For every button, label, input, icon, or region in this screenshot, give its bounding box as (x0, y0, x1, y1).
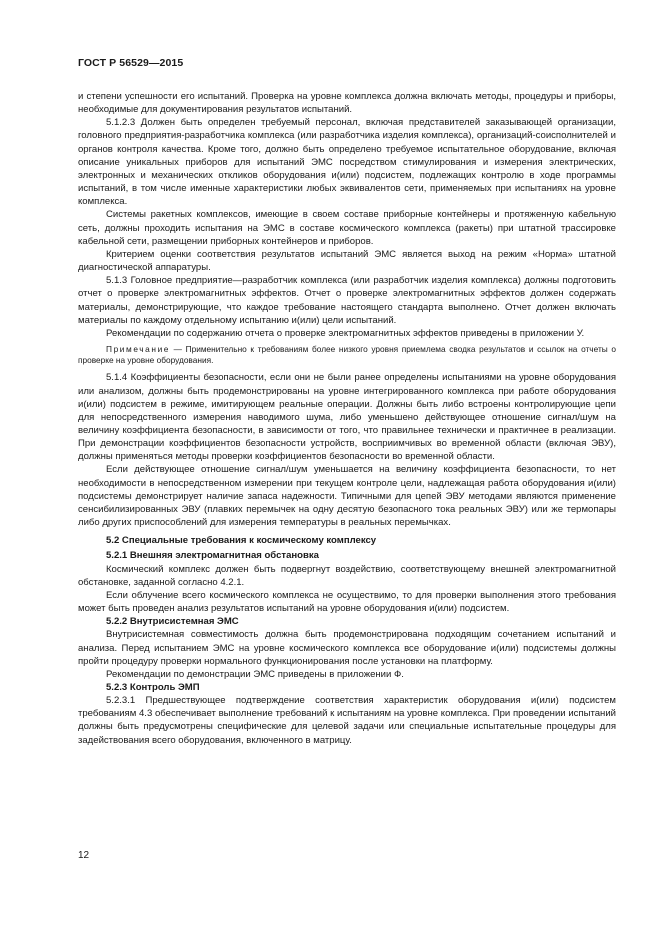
paragraph: Системы ракетных комплексов, имеющие в своем составе приборные контейнеры и протяженную кабельную сеть, должны проходить испытания на ЭМС в составе космического комплекса (ракеты) при штатной трассировке кабельной сети, размещении приборных контейнеров и приборов. (78, 209, 616, 247)
note-text: — Применительно к требованиям более низкого уровня приемлема сводка результатов и ссылок на отчеты о проверке на уровне оборудования. (78, 343, 616, 366)
paragraph: и степени успешности его испытаний. Проверка на уровне комплекса должна включать методы, процедуры и приборы, необходимые для документирования результатов испытаний. (78, 91, 616, 116)
section-heading: 5.2 Специальные требования к космическому комплексу (106, 535, 377, 547)
paragraph: 5.1.3 Головное предприятие—разработчик комплекса (или разработчик изделия комплекса) должны подготовить отчет о проверке электромагнитных эффектов. Отчет о проверке электромагнитных эффектов должен содержать материалы, демонстрирующие, что каждое требование настоящего стандарта выполнено. Отчет должен включать материалы по каждому отдельному испытанию и(или) цели испытаний. (78, 275, 616, 326)
note (78, 344, 616, 366)
note-label: Примечание (106, 343, 171, 354)
paragraph: 5.1.2.3 Должен быть определен требуемый персонал, включая представителей заказывающей организации, головного предприятия-разработчика комплекса (или разработчика изделия комплекса), организаций-соисполнителей и органов контроля качества. Кроме того, должно быть определено требуемое испытательное оборудование, включая описание уникальных приборов для испытаний ЭМС посредством стимулирования и измерения электрических, электронных и механических откликов оборудования и(или) подсистем, подлежащих контролю в ходе программы испытаний, в том числе именные характеристики любых эквивалентов сети, применяемых при испытаниях на уровне комплекса. (78, 117, 616, 208)
subsection-heading: 5.2.2 Внутрисистемная ЭМС (106, 616, 239, 628)
paragraph: 5.1.4 Коэффициенты безопасности, если они не были ранее определены испытаниями на уровне оборудования или анализом, должны быть продемонстрированы на уровне интегрированного комплекса при работе оборудования и(или) подсистем в режиме, имитирующем реальные операции. Должны быть либо встроены контролирующие цепи для непосредственного измерения наводимого шума, либо уменьшено действующее отношение сигнал/шум на величину коэффициента безопасности, в зависимости от того, что правильнее технически и практичнее в реализации. При демонстрации коэффициентов безопасности устройств, восприимчивых во временной области (включая ЭВУ), должны применяться методы проверки коэффициентов безопасности во временной области. (78, 372, 616, 463)
paragraph: Если действующее отношение сигнал/шум уменьшается на величину коэффициента безопасности, то нет необходимости в непосредственном измерении при текущем контроле цели, надлежащая работа оборудования и(или) подсистемы демонстрирует наличие запаса надежности. Типичными для цепей ЭВУ методами являются применение сенсибилизированных ЭВУ (плавких перемычек на одну десятую безопасного тока реальных ЭВУ) или же термопары либо других приспособлений для измерения температуры в реальных перемычках. (78, 464, 616, 529)
paragraph: Внутрисистемная совместимость должна быть продемонстрирована подходящим сочетанием испытаний и анализа. Перед испытанием ЭМС на уровне космического комплекса все оборудование и(или) подсистемы должны пройти процедуру проверки нормального функционирования после установки на платформу. (78, 629, 616, 667)
paragraph: Космический комплекс должен быть подвергнут воздействию, соответствующему внешней электромагнитной обстановке, заданной согласно 4.2.1. (78, 563, 616, 588)
paragraph: Если облучение всего космического комплекса не осуществимо, то для проверки выполнения этого требования может быть проведен анализ результатов испытаний на уровне оборудования и(или) подсистем. (78, 589, 616, 615)
paragraph: Рекомендации по демонстрации ЭМС приведены в приложении Ф. (106, 668, 404, 680)
subsection-heading: 5.2.3 Контроль ЭМП (106, 681, 200, 693)
paragraph: Критерием оценки соответствия результатов испытаний ЭМС является выход на режим «Норма» штатной диагностической аппаратуры. (78, 248, 616, 274)
paragraph: 5.2.3.1 Предшествующее подтверждение соответствия характеристик оборудования и(или) подсистем требованиям 4.3 обеспечивает выполнение требований к испытаниям на уровне комплекса. При проведении испытаний должны быть предусмотрены специфические для целевой задачи или специальные испытательные процедуры для задействования всего оборудования, включенного в матрицу. (78, 695, 616, 746)
standard-designation: ГОСТ Р 56529—2015 (78, 57, 184, 69)
page-number: 12 (78, 850, 90, 861)
subsection-heading: 5.2.1 Внешняя электромагнитная обстановка (106, 550, 319, 562)
body-text (78, 90, 616, 747)
paragraph: Рекомендации по содержанию отчета о проверке электромагнитных эффектов приведены в приложении У. (106, 327, 585, 339)
